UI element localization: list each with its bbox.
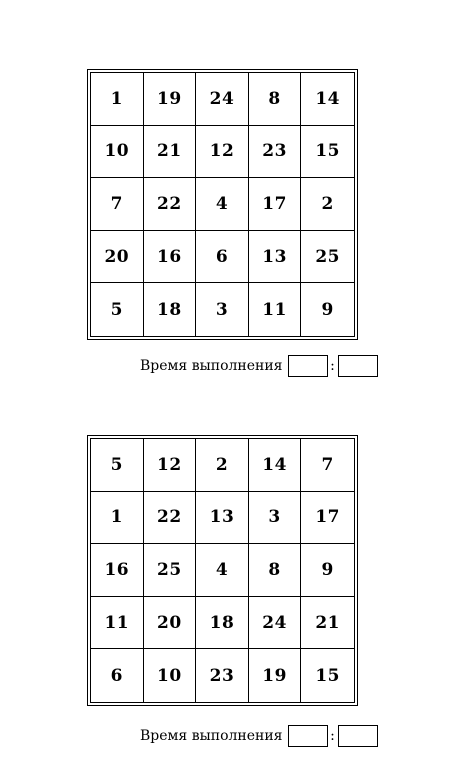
grid-cell: 12: [144, 439, 197, 492]
grid-cell: 1: [91, 492, 144, 545]
grid-cell: 18: [144, 283, 197, 336]
grid-cell: 22: [144, 492, 197, 545]
grid-cell: 12: [196, 126, 249, 179]
grid-cell: 20: [144, 597, 197, 650]
grid-cell: 8: [249, 544, 302, 597]
grid-cell: 19: [144, 73, 197, 126]
grid-cell: 16: [144, 231, 197, 284]
grid-cell: 15: [301, 126, 354, 179]
grid-cell: 21: [301, 597, 354, 650]
schulte-grid-2: [90, 438, 355, 703]
time-label: Время выполнения: [140, 358, 283, 374]
grid-cell: 23: [249, 126, 302, 179]
grid-cell: 15: [315, 665, 341, 686]
grid-cell: 2: [301, 178, 354, 231]
grid-cell: 10: [91, 126, 144, 179]
grid-cell: 17: [301, 492, 354, 545]
grid-cell: 7: [91, 178, 144, 231]
time-row-2: [140, 724, 378, 748]
grid-cell: 1: [91, 73, 144, 126]
grid-cell: 22: [144, 178, 197, 231]
grid-cell: 24: [249, 597, 302, 650]
grid-cell: 6: [91, 649, 144, 702]
grid-cell: 5: [91, 283, 144, 336]
grid-cell: 19: [249, 649, 302, 702]
grid-cell: 3: [249, 492, 302, 545]
schulte-grid-1: [90, 72, 355, 337]
grid-cell: 24: [196, 73, 249, 126]
grid-cell: 25: [144, 544, 197, 597]
grid-cell: 3: [196, 283, 249, 336]
grid-cell: 8: [249, 73, 302, 126]
schulte-table-2: [87, 435, 358, 706]
grid-cell: 13: [249, 231, 302, 284]
grid-cell: 6: [196, 231, 249, 284]
grid-cell: 14: [249, 439, 302, 492]
minutes-field[interactable]: [288, 725, 328, 747]
grid-cell: 7: [301, 439, 354, 492]
seconds-field[interactable]: [338, 725, 378, 747]
grid-cell: 4: [196, 544, 249, 597]
grid-cell: 13: [196, 492, 249, 545]
grid-cell: 14: [301, 73, 354, 126]
grid-cell: 16: [91, 544, 144, 597]
grid-cell: 17: [249, 178, 302, 231]
grid-cell: 4: [196, 178, 249, 231]
time-row-1: [140, 354, 378, 378]
grid-cell: 9: [321, 299, 334, 320]
grid-cell: 9: [301, 544, 354, 597]
grid-cell: 25: [301, 231, 354, 284]
time-separator: :: [330, 358, 335, 374]
grid-cell: 11: [249, 283, 302, 336]
grid-cell: 10: [144, 649, 197, 702]
grid-cell: 5: [91, 439, 144, 492]
seconds-field[interactable]: [338, 355, 378, 377]
grid-cell: 2: [196, 439, 249, 492]
time-label: Время выполнения: [140, 728, 283, 744]
grid-cell: 18: [196, 597, 249, 650]
grid-cell: 11: [91, 597, 144, 650]
grid-cell: 23: [196, 649, 249, 702]
time-separator: :: [330, 728, 335, 744]
schulte-table-1: [87, 69, 358, 340]
minutes-field[interactable]: [288, 355, 328, 377]
grid-cell: 21: [144, 126, 197, 179]
grid-cell: 20: [91, 231, 144, 284]
